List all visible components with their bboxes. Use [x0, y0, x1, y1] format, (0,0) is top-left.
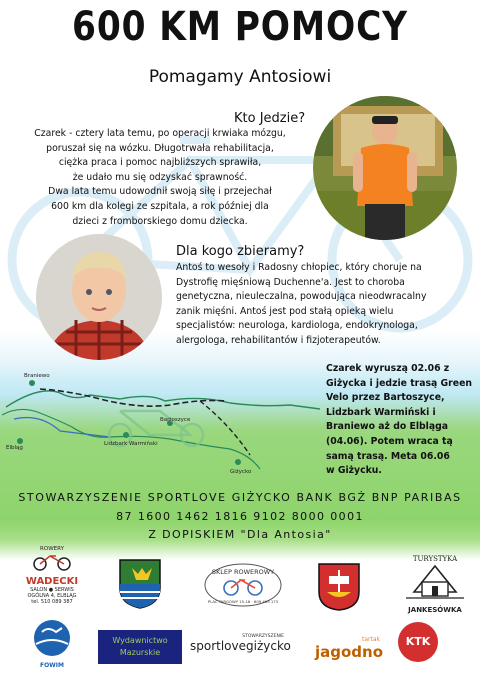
dla-line: specjalistów: neurologa, kardiologa, endokrynologa,: [176, 320, 418, 332]
sklep-bottom-text: PLAC TARGOWY 15-16 · 609 493 173: [207, 599, 279, 604]
wadecki-line: SALON ● SERWIS: [30, 587, 74, 593]
route-line: Braniewo aż do Elbląga: [326, 421, 449, 433]
cottage-icon: [402, 552, 468, 602]
dla-line: Antoś to wesoły i Radosny chłopiec, który choruje na: [176, 262, 422, 273]
sklep-rowerowy-logo: [203, 562, 283, 608]
kto-line: dzieci z fromborskiego domu dziecka.: [72, 215, 248, 227]
kto-line: że udało mu się odzyskać sprawność.: [72, 171, 248, 183]
route-line: Lidzbark Warmiński i: [326, 406, 436, 418]
turystyka-arc-text: TURYSTYKA: [412, 555, 458, 563]
bird-icon: [28, 618, 76, 658]
dla-heading: Dla kogo zbieramy?: [176, 244, 305, 259]
bank-account: 87 1600 1462 1816 9102 8000 0001: [116, 510, 364, 523]
wadecki-top: ROWERY: [40, 546, 64, 552]
kto-text: [0, 127, 320, 229]
kto-line: poruszał się na wózku. Długotrwała rehabilitacja,: [46, 142, 274, 154]
route-line: w Giżycku.: [326, 465, 382, 477]
map-label: Braniewo: [24, 373, 50, 379]
bicycle-icon: [18, 552, 86, 572]
dla-line: Dystrofię mięśniową Duchenne'a. Jest to choroba: [176, 276, 405, 288]
dla-line: alergologa, rehabilitantów i fizjoterapeutów.: [176, 334, 381, 346]
jagodno-name: jagodno: [314, 643, 384, 661]
page-subtitle: Pomagamy Antosiowi: [148, 67, 332, 87]
wadecki-line: tel. 510 089 387: [31, 599, 73, 605]
wadecki-logo: [18, 546, 86, 610]
sklep-arc-text: SKLEP ROWEROWY: [211, 568, 275, 576]
route-line: (04.06). Potem wraca tą: [326, 435, 453, 447]
kto-line: Czarek - cztery lata temu, po operacji krwiaka mózgu,: [34, 128, 286, 139]
kto-line: ciężka praca i pomoc najbliższych sprawiła,: [58, 157, 262, 169]
route-line: Czarek wyruszą 02.06 z: [326, 363, 450, 374]
dla-text: [176, 261, 476, 349]
kto-line: Dwa lata temu udowodnił swoją siłę i przejechał: [48, 186, 272, 198]
ktk-logo: KTK: [398, 622, 438, 662]
turystyka-jankesowka-logo: [402, 552, 468, 612]
map-label: Bartoszyce: [160, 417, 191, 423]
dla-line: genetyczna, nieuleczalna, powodująca nieodwracalny: [176, 291, 427, 303]
turystyka-name: JANKESÓWKA: [408, 606, 462, 614]
map-label: Lidzbark Warmiński: [104, 441, 158, 447]
wydawnictwo-line: Wydawnictwo: [112, 636, 168, 645]
map-label: Giżycko: [230, 469, 252, 475]
boy-photo: [36, 234, 162, 360]
sportlove-small: STOWARZYSZENIE: [242, 634, 284, 639]
sportlove-logo: [190, 634, 306, 664]
route-text: [326, 362, 476, 479]
fowim-logo: [28, 618, 76, 670]
page-title: 600 KM POMOCY: [72, 4, 408, 50]
map-label: Elbląg: [6, 445, 23, 451]
gizycko-coat-of-arms-icon: [118, 558, 162, 610]
jagodno-logo: [312, 636, 386, 666]
route-line: Velo przez Bartoszyce,: [326, 392, 445, 404]
dla-line: zanik mięśni. Antoś jest pod stałą opieką wielu: [176, 305, 394, 317]
kto-heading: Kto Jedzie?: [234, 111, 306, 126]
transfer-note: Z DOPISKIEM "Dla Antosia": [148, 528, 332, 541]
cyclist-photo: [313, 96, 457, 240]
jagodno-small: tartak: [362, 636, 380, 643]
route-line: Giżycka i jedzie trasą Green: [326, 377, 472, 389]
wadecki-line: OGÓLNA 4, ELBLĄG: [27, 593, 77, 599]
wydawnictwo-logo: [98, 630, 182, 664]
sportlove-name: sportlovegiżycko: [190, 639, 291, 653]
fowim-name: FOWIM: [39, 662, 65, 669]
kto-line: 600 km dla kolegi ze szpitala, a rok później dla: [51, 200, 269, 212]
elblag-coat-of-arms-icon: [317, 562, 361, 612]
route-line: samą trasą. Meta 06.06: [326, 450, 450, 462]
organization-name: STOWARZYSZENIE SPORTLOVE GIŻYCKO BANK BGŻ BNP PARIBAS: [18, 491, 462, 504]
route-map: [0, 365, 330, 485]
wadecki-name: WADECKI: [25, 576, 79, 587]
wydawnictwo-line: Mazurskie: [119, 648, 161, 657]
